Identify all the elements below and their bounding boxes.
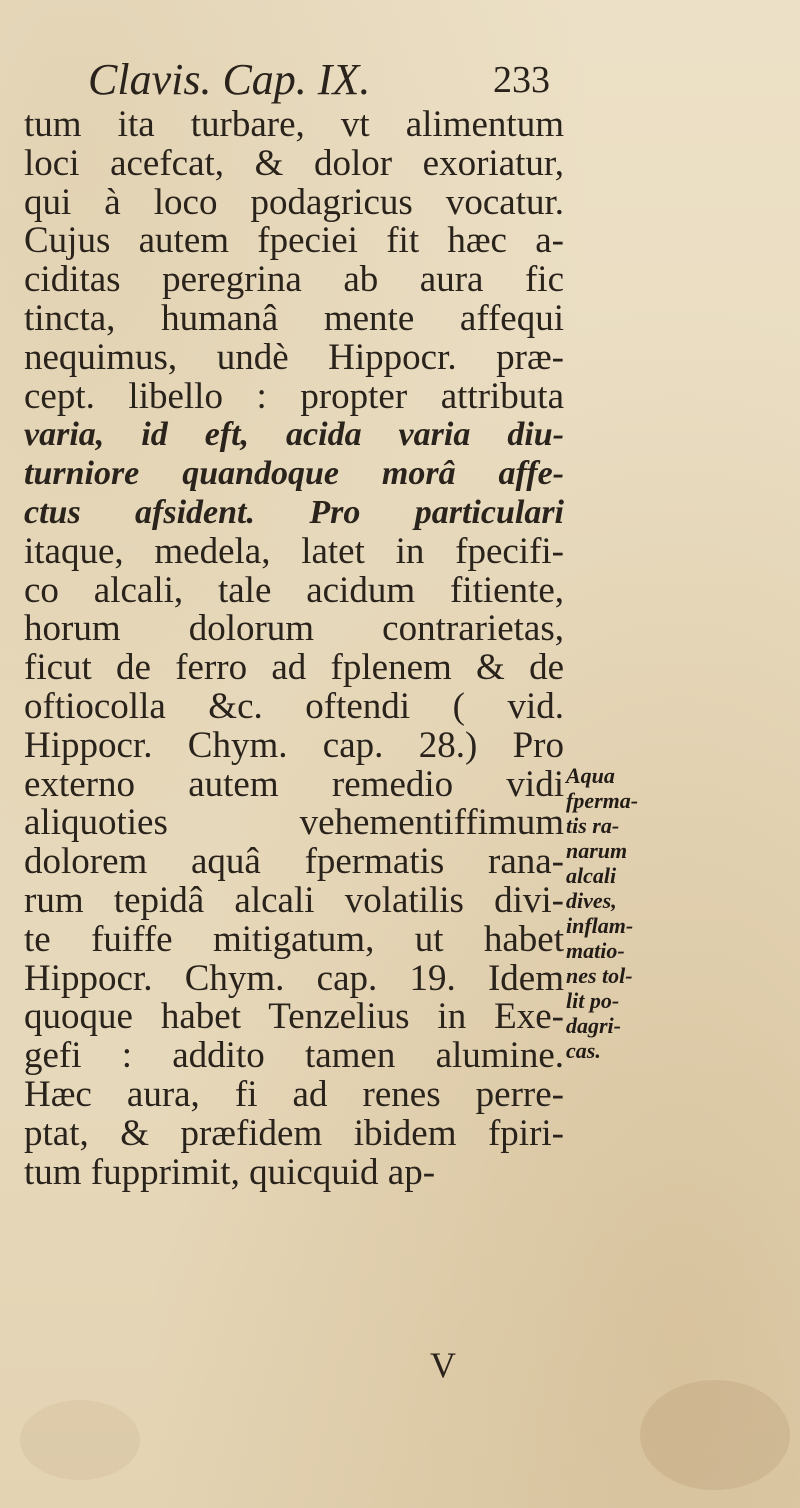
text-line: ctus afsident. Pro particulari	[24, 493, 564, 531]
marginal-note-line: lit po-	[566, 988, 620, 1013]
text-line: tum fupprimit, quicquid ap-	[24, 1151, 436, 1193]
text-line: ciditas peregrina ab aura fic	[24, 259, 564, 301]
text-line: loci acefcat, & dolor exoriatur,	[24, 142, 564, 184]
marginal-note-line: cas.	[566, 1038, 601, 1063]
marginal-note-line: matio-	[566, 938, 625, 963]
marginal-note-line: alcali	[566, 863, 617, 888]
running-head	[80, 50, 550, 110]
signature-mark: V	[430, 1345, 456, 1385]
main-text-column	[24, 106, 564, 1192]
text-line: varia, id eft, acida varia diu-	[24, 416, 564, 454]
marginal-note	[566, 763, 661, 1063]
paper-stain	[640, 1380, 790, 1490]
text-line: oftiocolla &c. oftendi ( vid.	[24, 685, 564, 727]
text-line: co alcali, tale acidum fitiente,	[24, 569, 564, 611]
marginal-note-line: dagri-	[566, 1013, 621, 1038]
text-line: Cujus autem fpeciei fit hæc a-	[24, 220, 564, 262]
text-line: Hæc aura, fi ad renes perre-	[24, 1073, 564, 1115]
marginal-note-line: narum	[566, 838, 628, 863]
text-line: nequimus, undè Hippocr. præ-	[24, 336, 564, 378]
text-line: tum ita turbare, vt alimentum	[24, 104, 564, 145]
text-line: Hippocr. Chym. cap. 19. Idem	[24, 957, 564, 999]
text-line: quoque habet Tenzelius in Exe-	[24, 996, 564, 1038]
marginal-note-line: nes tol-	[566, 963, 633, 988]
text-line: rum tepidâ alcali volatilis divi-	[24, 879, 564, 921]
text-line: gefi : addito tamen alumine.	[24, 1035, 564, 1077]
paper-stain	[20, 1400, 140, 1480]
page-number: 233	[493, 59, 550, 101]
running-head-title: Clavis. Cap. IX.	[88, 55, 371, 104]
text-line: ptat, & præfidem ibidem fpiri-	[24, 1112, 564, 1154]
text-line: Hippocr. Chym. cap. 28.) Pro	[24, 724, 564, 766]
text-line: te fuiffe mitigatum, ut habet	[24, 918, 564, 960]
text-line: aliquoties vehementiffimum	[24, 802, 564, 844]
marginal-note-line: Aqua	[566, 763, 615, 788]
marginal-note-line: dives,	[566, 888, 617, 913]
text-line: qui à loco podagricus vocatur.	[24, 181, 564, 223]
marginal-note-line: tis ra-	[566, 813, 620, 838]
text-line: externo autem remedio vidi	[24, 763, 564, 805]
marginal-note-line: fperma-	[566, 788, 639, 813]
text-line: itaque, medela, latet in fpecifi-	[24, 530, 564, 572]
text-line: tincta, humanâ mente affequi	[24, 297, 564, 339]
text-line: dolorem aquâ fpermatis rana-	[24, 841, 564, 883]
text-line: cept. libello : propter attributa	[24, 375, 564, 417]
text-line: turniore quandoque morâ affe-	[24, 455, 564, 493]
text-line: horum dolorum contrarietas,	[24, 608, 564, 650]
marginal-note-line: inflam-	[566, 913, 634, 938]
text-line: ficut de ferro ad fplenem & de	[24, 647, 564, 689]
